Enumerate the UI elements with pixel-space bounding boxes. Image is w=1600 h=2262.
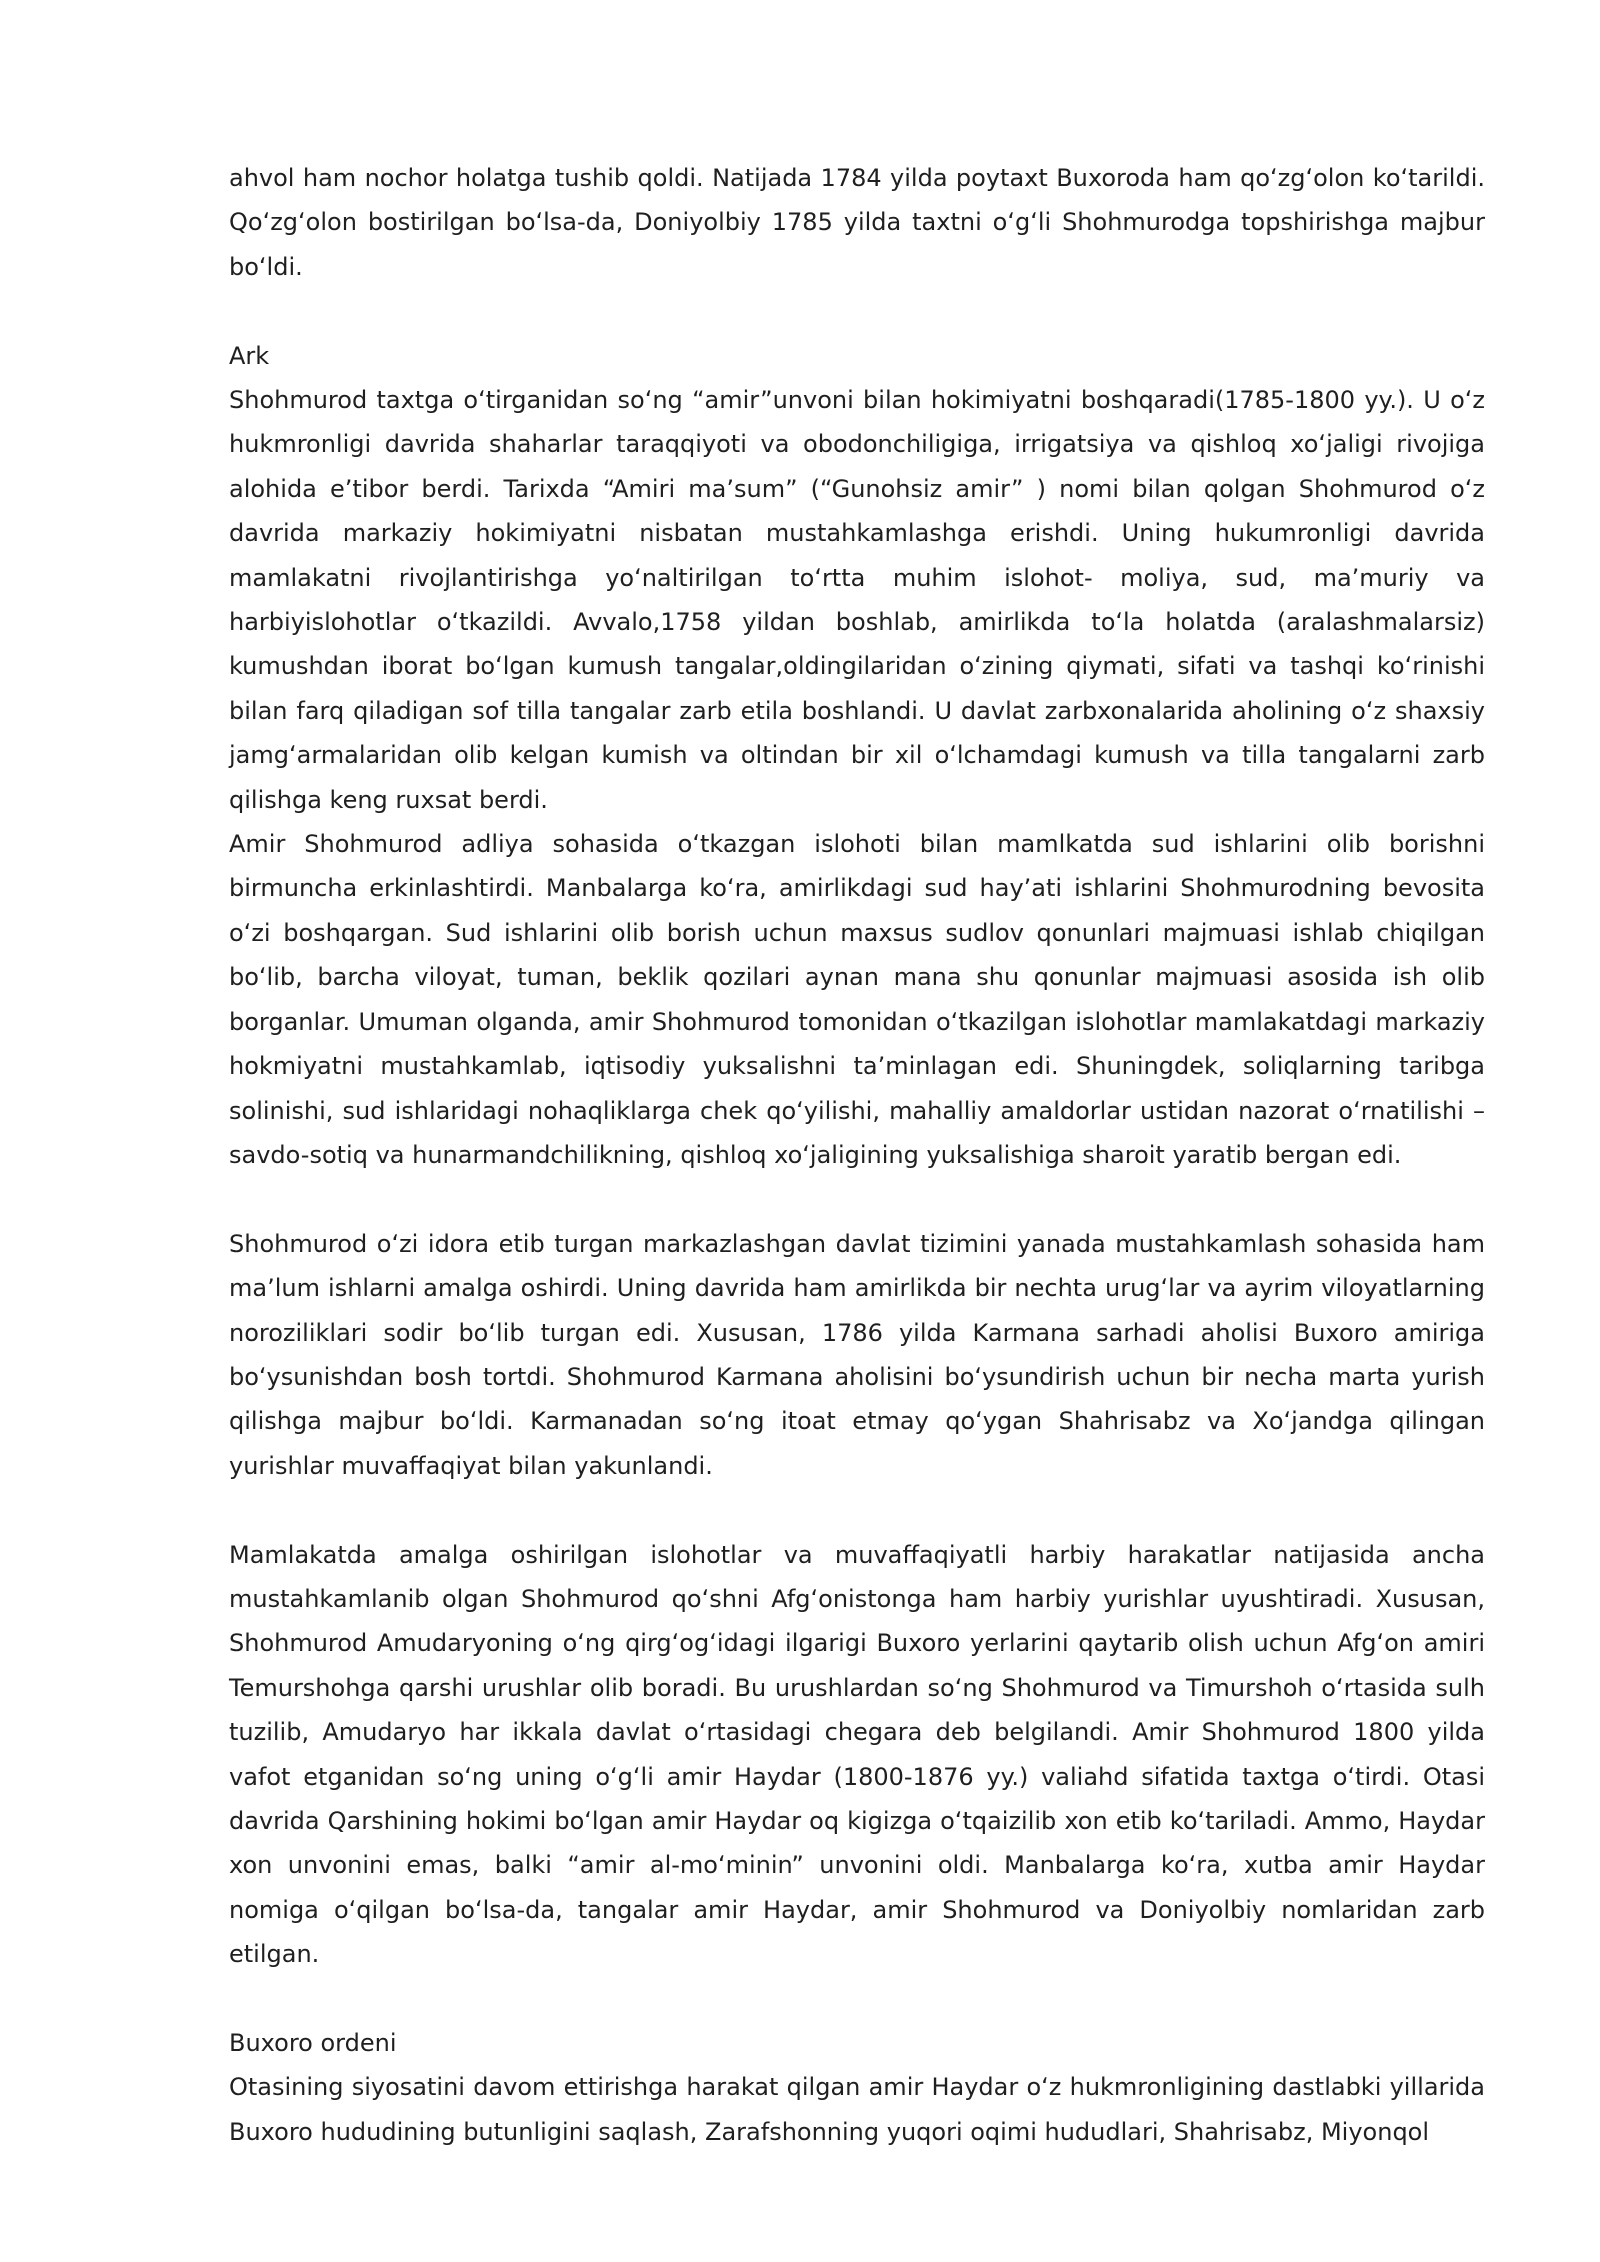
image-caption-ark: Ark xyxy=(229,341,270,370)
paragraph-2: Shohmurod taxtga oʻtirganidan soʻng “amir”unvoni bilan hokimiyatni boshqaradi(1785-1800 yy.). U oʻz hukmronligi davrida shaharlar taraqqiyoti va obodonchiligiga, irrigatsiya va qishloq xoʻjaligi rivojiga alohida e’tibor berdi. Tarixda “Amiri ma’sum” (“Gunohsiz amir” ) nomi bilan qolgan Shohmurod oʻz davrida markaziy hokimiyatni nisbatan mustahkamlashga erishdi. Uning hukumronligi davrida mamlakatni rivojlantirishga yoʻnaltirilgan toʻrtta muhim islohot- moliya, sud, ma’muriy va harbiyislohotlar oʻtkazildi. Avvalo,1758 yildan boshlab, amirlikda toʻla holatda (aralashmalarsiz) kumushdan iborat boʻlgan kumush tangalar,oldingilaridan oʻzining qiymati, sifati va tashqi koʻrinishi bilan farq qiladigan sof tilla tangalar zarb etila boshlandi. U davlat zarbxonalarida aholining oʻz shaxsiy jamgʻarmalaridan olib kelgan kumish va oltindan bir xil oʻlchamdagi kumush va tilla tangalarni zarb qilishga keng ruxsat berdi. xyxy=(229,386,1485,814)
paragraph-spacer xyxy=(229,1977,1485,2021)
paragraph-6: Otasining siyosatini davom ettirishga harakat qilgan amir Haydar oʻz hukmronligining dastlabki yillarida Buxoro hududining butunligini saqlash, Zarafshonning yuqori oqimi hududlari, Shahrisabz, Miyonqol xyxy=(229,2073,1485,2146)
paragraph-spacer xyxy=(229,289,1485,333)
paragraph-4: Shohmurod oʻzi idora etib turgan markazlashgan davlat tizimini yanada mustahkamlash sohasida ham ma’lum ishlarni amalga oshirdi. Uning davrida ham amirlikda bir nechta urugʻlar va ayrim viloyatlarning noroziliklari sodir boʻlib turgan edi. Xususan, 1786 yilda Karmana sarhadi aholisi Buxoro amiriga boʻysunishdan bosh tortdi. Shohmurod Karmana aholisini boʻysundirish uchun bir necha marta yurish qilishga majbur boʻldi. Karmanadan soʻng itoat etmay qoʻygan Shahrisabz va Xoʻjandga qilingan yurishlar muvaffaqiyat bilan yakunlandi. xyxy=(229,1229,1485,1480)
image-caption-buxoro-ordeni: Buxoro ordeni xyxy=(229,2029,397,2057)
paragraph-spacer xyxy=(229,1488,1485,1532)
paragraph-1: ahvol ham nochor holatga tushib qoldi. Natijada 1784 yilda poytaxt Buxoroda ham qoʻzgʻolon koʻtarildi. Qoʻzgʻolon bostirilgan boʻlsa-da, Doniyolbiy 1785 yilda taxtni oʻgʻli Shohmurodga topshirishga majbur boʻldi. xyxy=(229,164,1485,281)
paragraph-5: Mamlakatda amalga oshirilgan islohotlar va muvaffaqiyatli harbiy harakatlar natijasida ancha mustahkamlanib olgan Shohmurod qoʻshni Afgʻonistonga ham harbiy yurishlar uyushtiradi. Xususan, Shohmurod Amudaryoning oʻng qirgʻogʻidagi ilgarigi Buxoro yerlarini qaytarib olish uchun Afgʻon amiri Temurshohga qarshi urushlar olib boradi. Bu urushlardan soʻng Shohmurod va Timurshoh oʻrtasida sulh tuzilib, Amudaryo har ikkala davlat oʻrtasidagi chegara deb belgilandi. Amir Shohmurod 1800 yilda vafot etganidan soʻng uning oʻgʻli amir Haydar (1800-1876 yy.) valiahd sifatida taxtga oʻtirdi. Otasi davrida Qarshining hokimi boʻlgan amir Haydar oq kigizga oʻtqaizilib xon etib koʻtariladi. Ammo, Haydar xon unvonini emas, balki “amir al-moʻminin” unvonini oldi. Manbalarga koʻra, xutba amir Haydar nomiga oʻqilgan boʻlsa-da, tangalar amir Haydar, amir Shohmurod va Doniyolbiy nomlaridan zarb etilgan. xyxy=(229,1540,1485,1969)
paragraph-3: Amir Shohmurod adliya sohasida oʻtkazgan islohoti bilan mamlkatda sud ishlarini olib borishni birmuncha erkinlashtirdi. Manbalarga koʻra, amirlikdagi sud hay’ati ishlarini Shohmurodning bevosita oʻzi boshqargan. Sud ishlarini olib borish uchun maxsus sudlov qonunlari majmuasi ishlab chiqilgan boʻlib, barcha viloyat, tuman, beklik qozilari aynan mana shu qonunlar majmuasi asosida ish olib borganlar. Umuman olganda, amir Shohmurod tomonidan oʻtkazilgan islohotlar mamlakatdagi markaziy hokmiyatni mustahkamlab, iqtisodiy yuksalishni ta’minlagan edi. Shuningdek, soliqlarning taribga solinishi, sud ishlaridagi nohaqliklarga chek qoʻyilishi, mahalliy amaldorlar ustidan nazorat oʻrnatilishi – savdo-sotiq va hunarmandchilikning, qishloq xoʻjaligining yuksalishiga sharoit yaratib bergan edi. xyxy=(229,830,1485,1169)
paragraph-spacer xyxy=(229,1177,1485,1221)
document-page xyxy=(229,156,1485,2154)
